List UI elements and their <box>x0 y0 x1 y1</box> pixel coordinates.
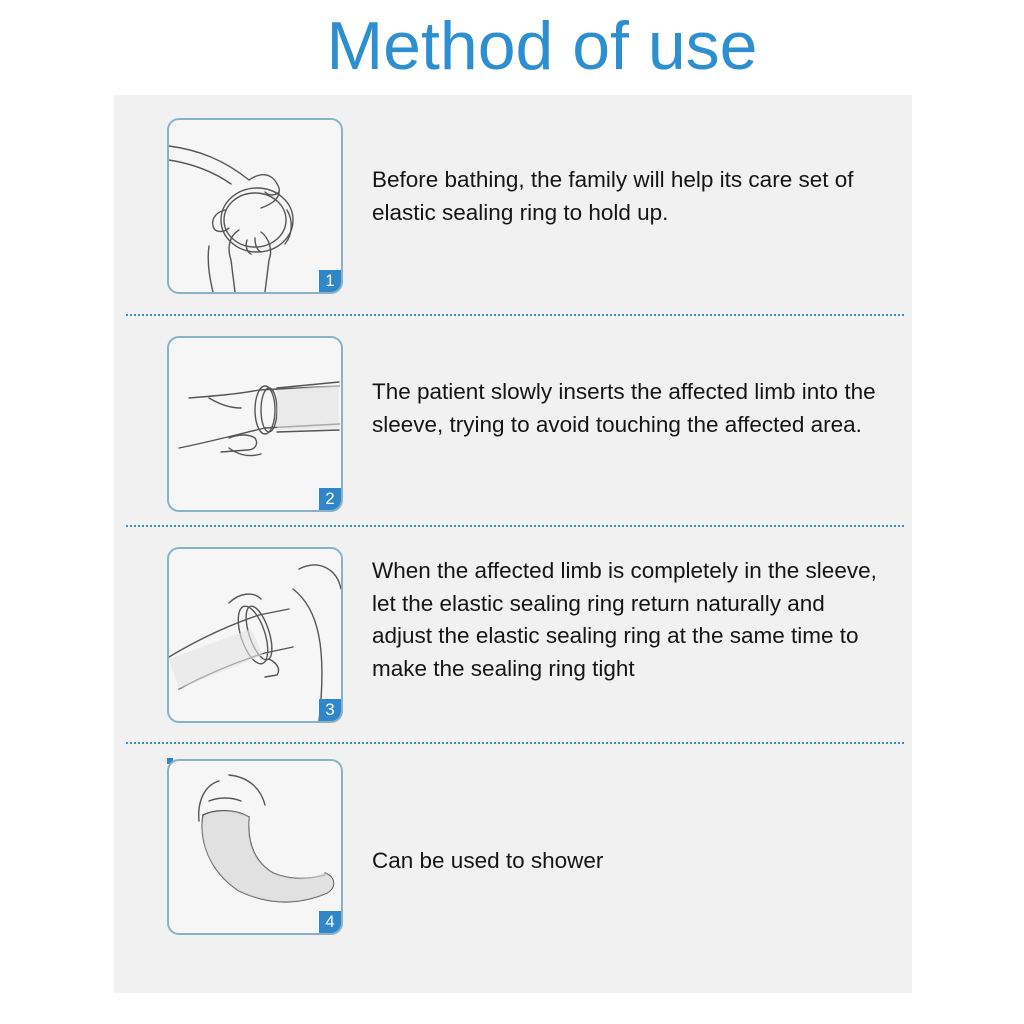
step-number-badge: 4 <box>319 911 341 933</box>
step-number-badge: 2 <box>319 488 341 510</box>
step-number-badge: 1 <box>319 270 341 292</box>
step-2-illustration <box>167 336 343 512</box>
step-divider <box>126 525 904 527</box>
step-2-text: The patient slowly inserts the affected limb into the sleeve, trying to avoid touching the affected area. <box>372 379 876 437</box>
step-1-illustration <box>167 118 343 294</box>
step-3-text: When the affected limb is completely in the sleeve, let the elastic sealing ring return naturally and adjust the elastic sealing ring at the same time to make the sealing ring tight <box>372 558 877 681</box>
arm-into-sleeve-icon <box>169 338 341 510</box>
hands-stretching-ring-icon <box>169 120 341 292</box>
step-divider <box>126 314 904 316</box>
step-1-text: Before bathing, the family will help its care set of elastic sealing ring to hold up. <box>372 167 854 225</box>
adjust-sealing-ring-icon <box>169 549 341 721</box>
step-divider <box>126 742 904 744</box>
page-title: Method of use <box>326 8 758 84</box>
instructions-panel <box>114 95 912 993</box>
step-number-badge: 3 <box>319 699 341 721</box>
step-3-illustration <box>167 547 343 723</box>
arm-in-cover-icon <box>169 761 341 933</box>
step-4-text: Can be used to shower <box>372 848 604 873</box>
step-4-illustration <box>167 759 343 935</box>
